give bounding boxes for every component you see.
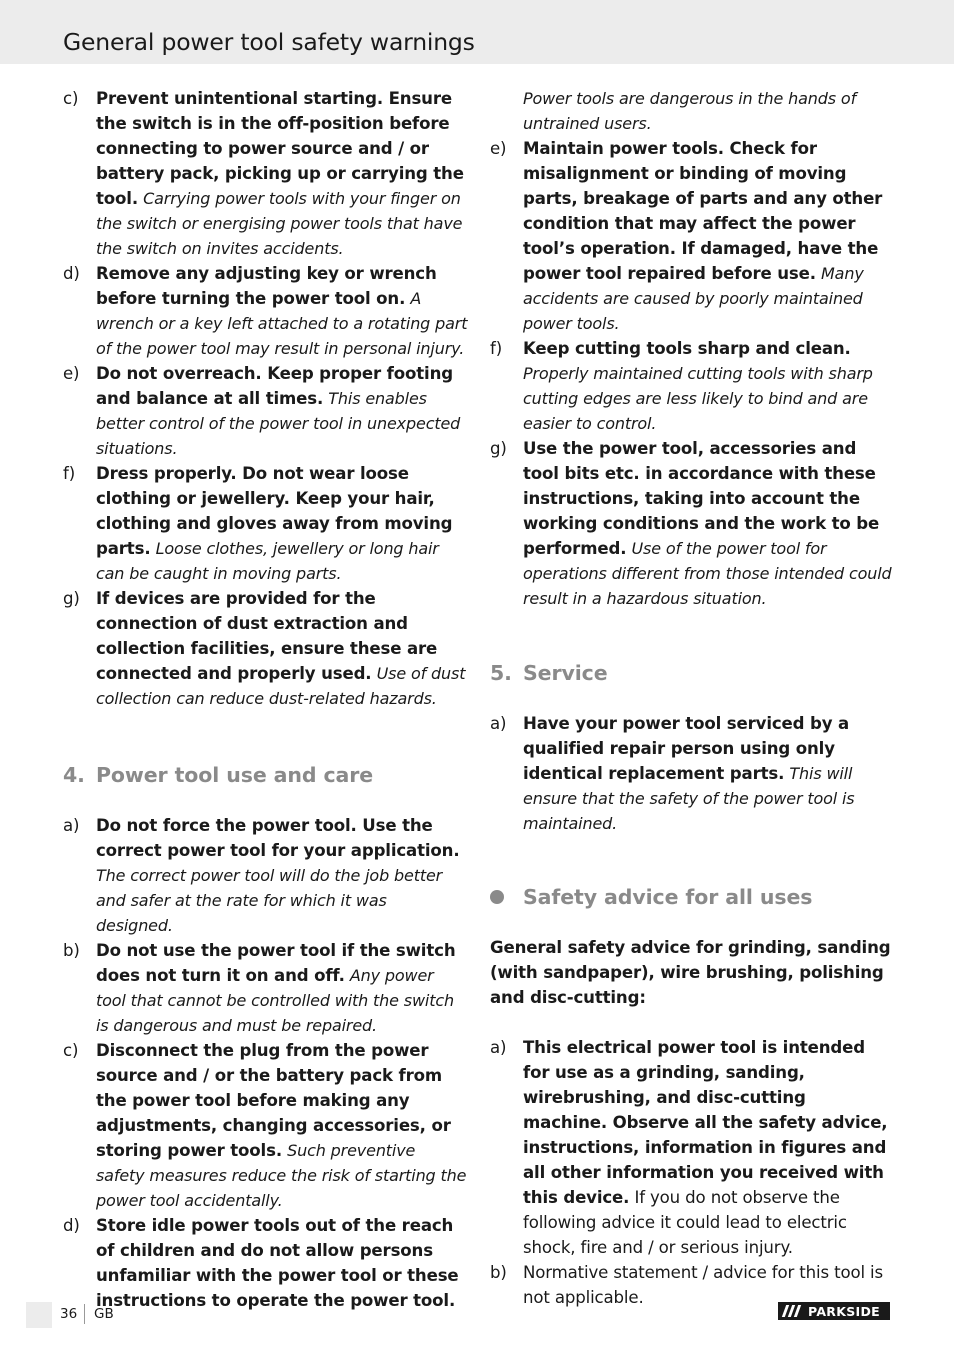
list-item: e) Do not overreach. Keep proper footing and balance at all times. This enables better control of the power tool in unexpected situations.: [63, 364, 461, 458]
list-item: b) Normative statement / advice for this tool is not applicable.: [490, 1263, 884, 1307]
list-item: e) Maintain power tools. Check for misalignment or binding of moving parts, breakage of parts and any other condition that may affect the power tool’s operation. If damaged, have the power tool repaired before use. Many accidents are caused by poorly maintained power tools.: [490, 139, 883, 333]
list-item: b) Do not use the power tool if the switch does not turn it on and off. Any power tool that cannot be controlled with the switch is dangerous and must be repaired.: [63, 941, 456, 1035]
page-title: General power tool safety warnings: [63, 28, 475, 56]
right-column: [490, 86, 894, 1310]
brand-logo: PARKSIDE: [778, 1302, 890, 1320]
footer-divider: [84, 1304, 85, 1324]
bullet-dot-icon: [490, 890, 504, 904]
logo-stripes-icon: [784, 1305, 802, 1317]
subheading: General safety advice for grinding, sanding (with sandpaper), wire brushing, polishing and disc-cutting:: [490, 938, 891, 1007]
list-item: a) This electrical power tool is intended for use as a grinding, sanding, wirebrushing, and disc-cutting machine. Observe all the safety advice, instructions, information in figures and all other information you received with this device. If you do not observe the following advice it could lead to electric shock, fire and / or serious injury.: [490, 1038, 888, 1257]
section-heading-safety-advice: Safety advice for all uses: [490, 883, 894, 911]
list-item: g) If devices are provided for the connection of dust extraction and collection facilities, ensure these are connected and properly used. Use of dust collection can reduce dust-related hazards.: [63, 589, 466, 708]
list-item: a) Have your power tool serviced by a qualified repair person using only identical replacement parts. This will ensure that the safety of the power tool is maintained.: [490, 714, 855, 833]
continued-text: Power tools are dangerous in the hands of untrained users.: [523, 89, 857, 133]
list-item: c) Prevent unintentional starting. Ensure the switch is in the off-position before connecting to power source and / or battery pack, picking up or carrying the tool. Carrying power tools with your finger on the switch or energising power tools that have the switch on invites accidents.: [63, 89, 464, 258]
list-item: d) Remove any adjusting key or wrench before turning the power tool on. A wrench or a key left attached to a rotating part of the power tool may result in personal injury.: [63, 264, 468, 358]
page-number: 36: [60, 1306, 78, 1322]
footer-box: [26, 1302, 52, 1328]
list-item: d) Store idle power tools out of the reach of children and do not allow persons unfamiliar with the power tool or these instructions to operate the power tool.: [63, 1216, 459, 1310]
list-item: f) Dress properly. Do not wear loose clothing or jewellery. Keep your hair, clothing and gloves away from moving parts. Loose clothes, jewellery or long hair can be caught in moving parts.: [63, 464, 453, 583]
section-heading-power-tool-use: 4. Power tool use and care: [63, 763, 374, 787]
left-column: [63, 86, 468, 1313]
list-item: a) Do not force the power tool. Use the correct power tool for your application. The correct power tool will do the job better and safer at the rate for which it was designed.: [63, 816, 460, 935]
list-item: f) Keep cutting tools sharp and clean. Properly maintained cutting tools with sharp cutting edges are less likely to bind and are easier to control.: [490, 339, 873, 433]
list-item: c) Disconnect the plug from the power source and / or the battery pack from the power tool before making any adjustments, changing accessories, or storing power tools. Such preventive safety measures reduce the risk of starting the power tool accidentally.: [63, 1041, 467, 1210]
section-heading-service: 5. Service: [490, 661, 608, 685]
list-item: g) Use the power tool, accessories and tool bits etc. in accordance with these instructions, taking into account the working conditions and the work to be performed. Use of the power tool for operations different from those intended could result in a hazardous situation.: [490, 439, 892, 608]
language-code: GB: [94, 1306, 114, 1322]
